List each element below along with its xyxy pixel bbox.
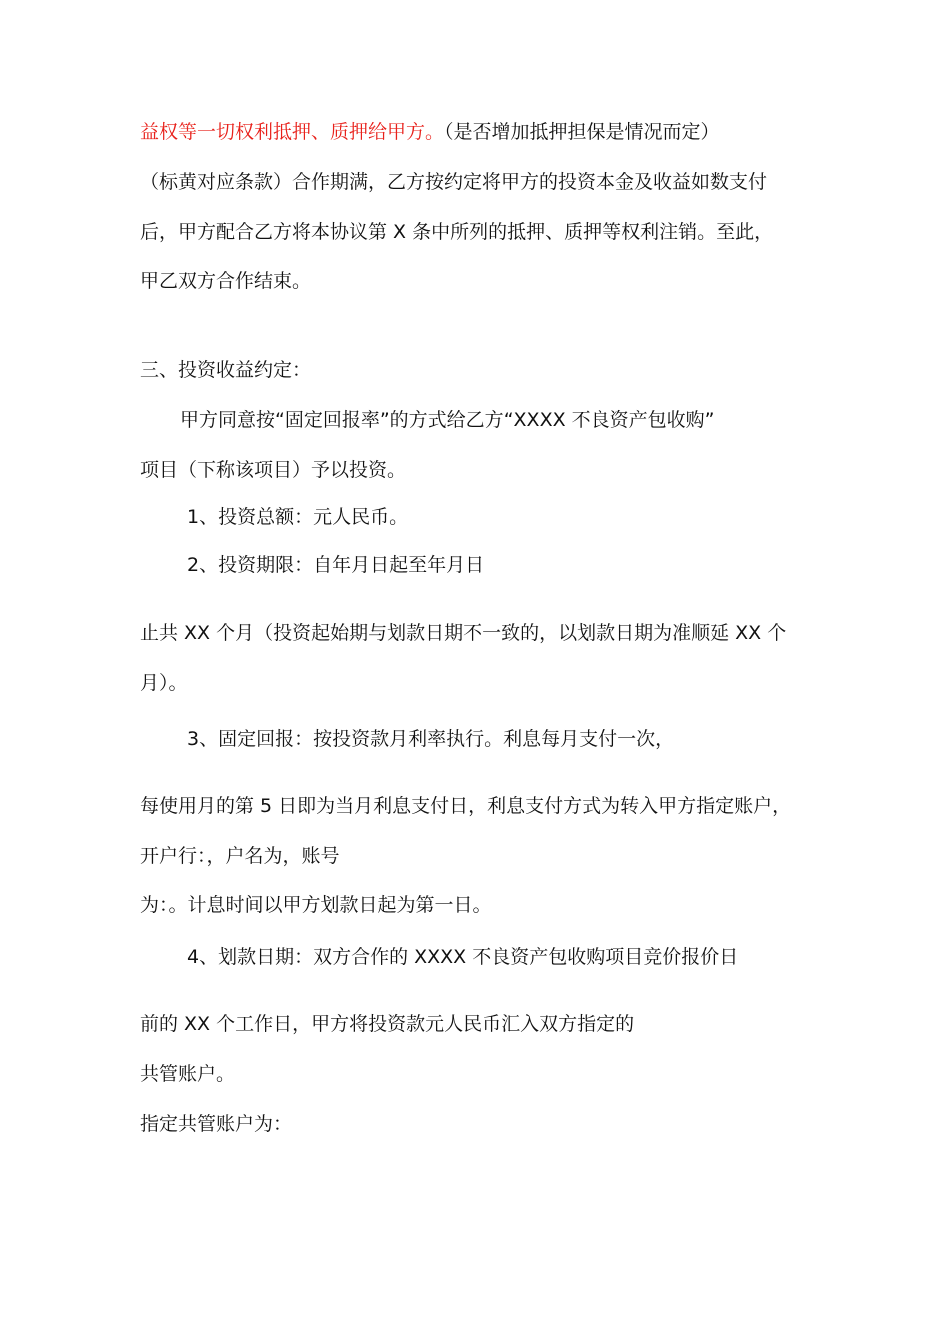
list-item-3: 3、固定回报：按投资款月利率执行。利息每月支付一次， xyxy=(187,728,675,750)
list-item-2: 2、投资期限：自年月日起至年月日 xyxy=(187,554,485,576)
paragraph-line-1 xyxy=(140,119,720,145)
paragraph-line-4: 甲乙双方合作结束。 xyxy=(140,270,312,292)
paragraph-line-2: （标黄对应条款）合作期满，乙方按约定将甲方的投资本金及收益如数支付 xyxy=(140,171,768,193)
paragraph-line-15: 为：。计息时间以甲方划款日起为第一日。 xyxy=(140,894,492,916)
section-heading: 三、投资收益约定： xyxy=(140,359,312,381)
paragraph-line-19: 指定共管账户为： xyxy=(140,1113,293,1135)
paragraph-line-14: 开户行：，户名为，账号 xyxy=(140,845,340,867)
paragraph-line-11: 月）。 xyxy=(140,672,188,694)
paragraph-line-7: 项目（下称该项目）予以投资。 xyxy=(140,459,407,481)
paragraph-line-17: 前的 XX 个工作日，甲方将投资款元人民币汇入双方指定的 xyxy=(140,1013,635,1035)
list-item-4: 4、划款日期：双方合作的 XXXX 不良资产包收购项目竞价报价日 xyxy=(187,946,739,968)
paragraph-line-6: 甲方同意按“固定回报率”的方式给乙方“XXXX 不良资产包收购” xyxy=(180,409,715,431)
red-highlight-text: 益权等一切权利抵押、质押给甲方。 xyxy=(140,121,445,143)
paragraph-line-10: 止共 XX 个月（投资起始期与划款日期不一致的，以划款日期为准顺延 XX 个 xyxy=(140,622,787,644)
list-item-1: 1、投资总额：元人民币。 xyxy=(187,506,409,528)
note-text: （是否增加抵押担保是情况而定） xyxy=(444,121,720,143)
paragraph-line-3: 后，甲方配合乙方将本协议第 X 条中所列的抵押、质押等权利注销。至此， xyxy=(140,221,774,243)
paragraph-line-18: 共管账户。 xyxy=(140,1063,236,1085)
paragraph-line-13: 每使用月的第 5 日即为当月利息支付日，利息支付方式为转入甲方指定账户， xyxy=(140,795,792,817)
